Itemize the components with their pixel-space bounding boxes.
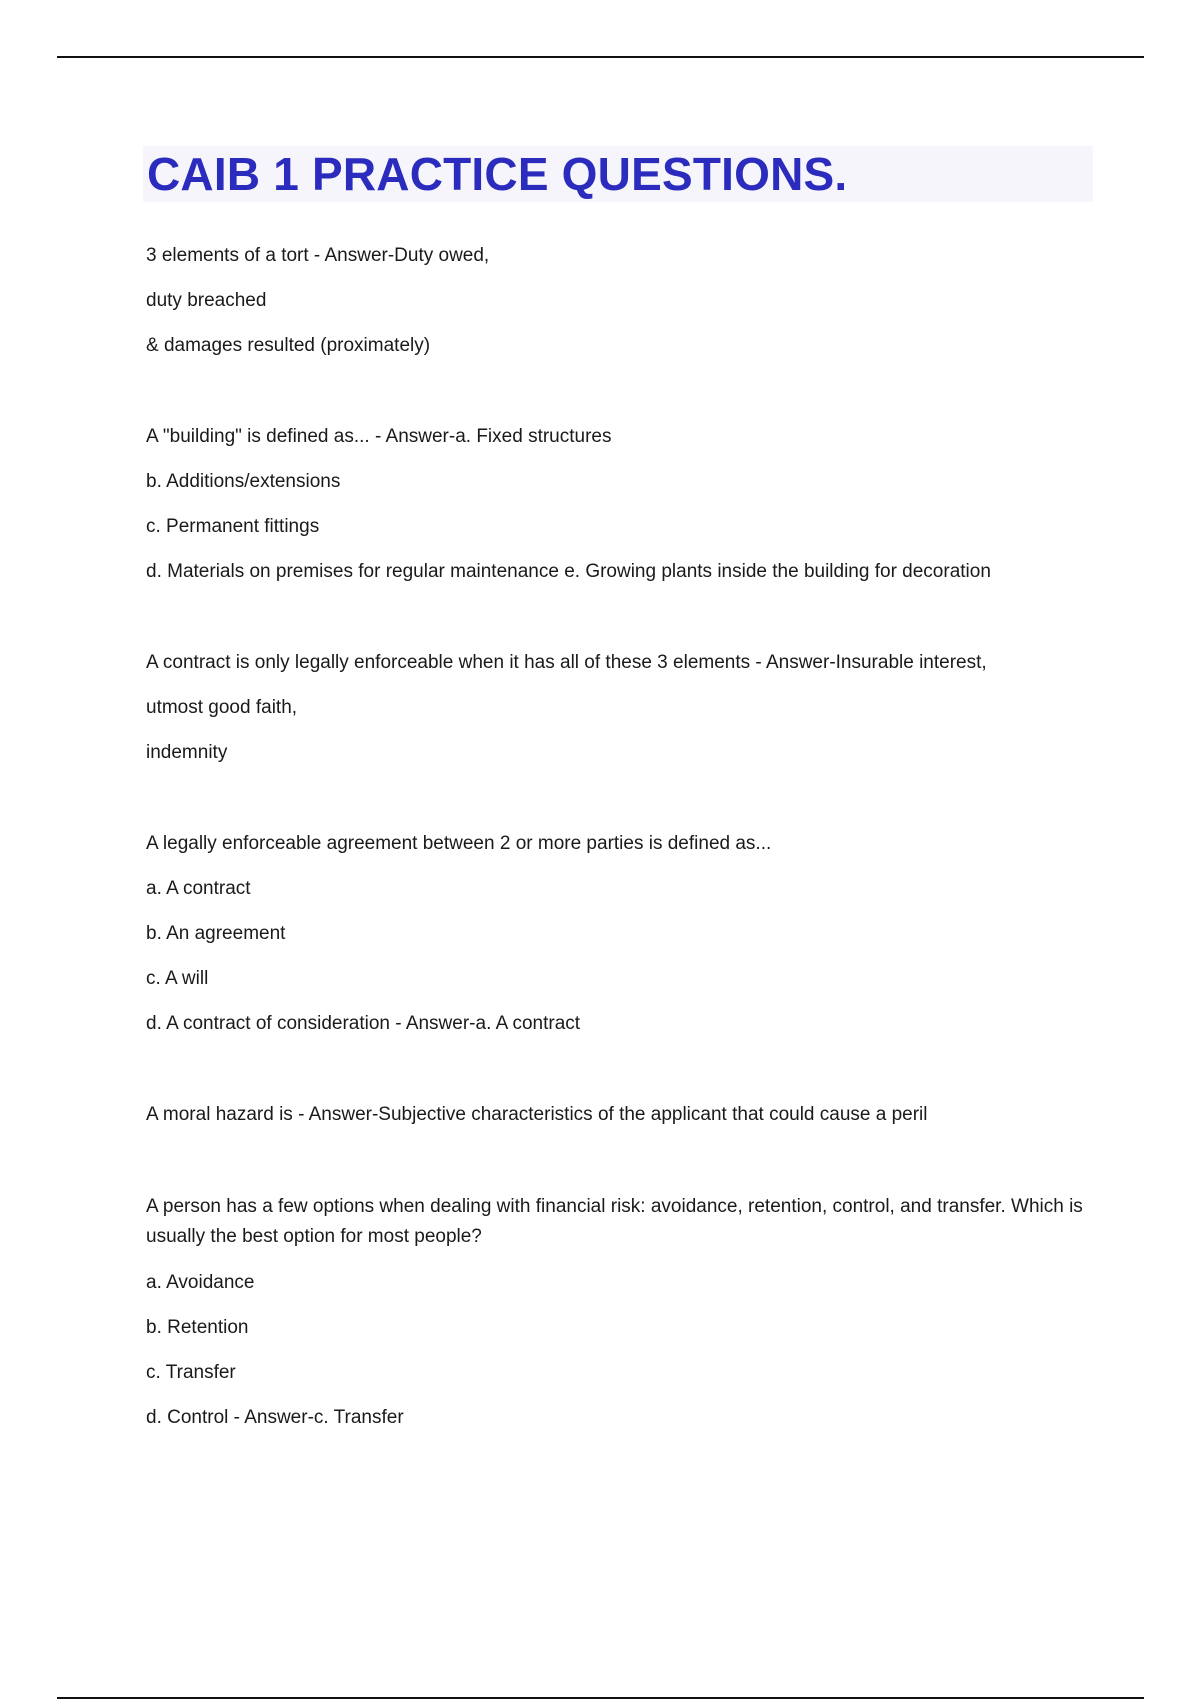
question-line: A contract is only legally enforceable when it has all of these 3 elements - Answer-Insurable interest, [146,652,987,673]
question-block [146,242,1106,360]
answer-line: duty breached [146,290,267,311]
question-line: A legally enforceable agreement between 2 or more parties is defined as... [146,833,772,854]
option-line: c. A will [146,968,209,989]
option-line: d. Control - Answer-c. Transfer [146,1407,404,1428]
option-line: a. A contract [146,878,251,899]
question-line: A person has a few options when dealing with financial risk: avoidance, retention, control, and transfer. Which is usually the best option for most people? [146,1196,1083,1247]
question-line: A moral hazard is - Answer-Subjective characteristics of the applicant that could cause a peril [146,1104,928,1125]
answer-line: d. Materials on premises for regular maintenance e. Growing plants inside the building for decoration [146,561,991,582]
option-line: b. Retention [146,1317,249,1338]
answer-line: utmost good faith, [146,697,298,718]
question-block [146,649,1106,767]
option-line: b. An agreement [146,923,286,944]
title-banner [143,146,1093,202]
answer-line: & damages resulted (proximately) [146,335,431,356]
option-line: c. Transfer [146,1362,236,1383]
question-line: A "building" is defined as... - Answer-a. Fixed structures [146,426,612,447]
question-block [146,1101,1106,1129]
bottom-rule [57,1697,1144,1699]
question-block [146,830,1106,1038]
questions-list [146,242,1106,1495]
answer-line: c. Permanent fittings [146,516,320,537]
question-block [146,423,1106,586]
option-line: a. Avoidance [146,1272,255,1293]
option-line: d. A contract of consideration - Answer-a. A contract [146,1013,581,1034]
answer-line: b. Additions/extensions [146,471,341,492]
page-title: CAIB 1 PRACTICE QUESTIONS. [147,148,848,200]
question-block [146,1192,1106,1432]
top-rule [57,56,1144,58]
question-line: 3 elements of a tort - Answer-Duty owed, [146,245,490,266]
answer-line: indemnity [146,742,228,763]
